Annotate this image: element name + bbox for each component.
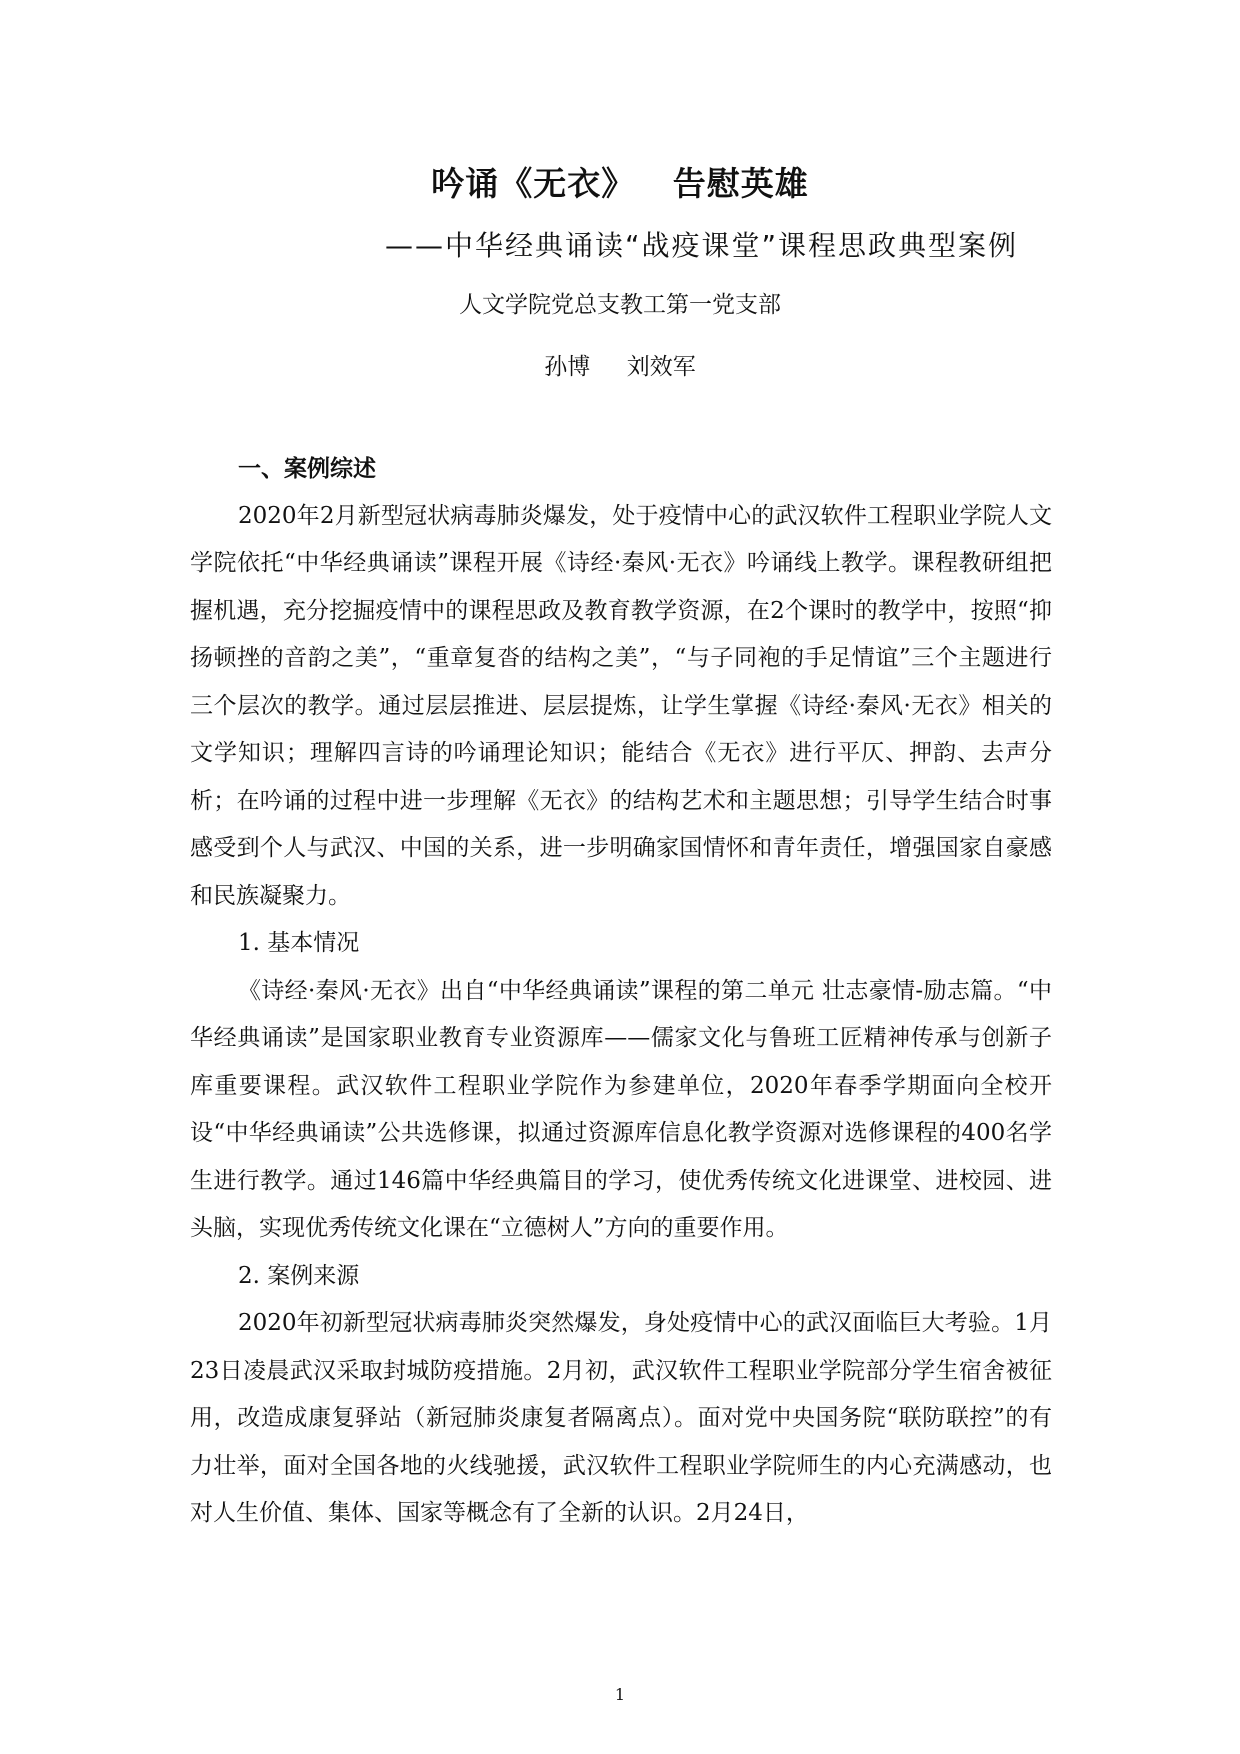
section-heading: 一、案例综述 [238, 455, 376, 482]
page-number: 1 [614, 1685, 626, 1704]
author-names: 孙博 刘效军 [544, 354, 696, 380]
document-subtitle: ——中华经典诵读“战疫课堂”课程思政典型案例 [385, 229, 1019, 262]
document-body [190, 445, 1052, 1538]
body-paragraph: 2020年初新型冠状病毒肺炎突然爆发，身处疫情中心的武汉面临巨大考验。1月23日凌晨武汉采取封城防疫措施。2月初，武汉软件工程职业学院部分学生宿舍被征用，改造成康复驿站（新冠肺炎康复者隔离点）。面对党中央国务院“联防联控”的有力壮举，面对全国各地的火线驰援，武汉软件工程职业学院师生的内心充满感动，也对人生价值、集体、国家等概念有了全新的认识。2月24日， [190, 1310, 1052, 1526]
subsection-heading: 2. 案例来源 [238, 1262, 360, 1289]
subsection-heading: 1. 基本情况 [238, 930, 360, 956]
body-paragraph: 《诗经·秦风·无衣》出自“中华经典诵读”课程的第二单元 壮志豪情-励志篇。“中华经典诵读”是国家职业教育专业资源库——儒家文化与鲁班工匠精神传承与创新子库重要课程。武汉软件工程职业学院作为参建单位，2020年春季学期面向全校开设“中华经典诵读”公共选修课，拟通过资源库信息化教学资源对选修课程的400名学生进行教学。通过146篇中华经典篇目的学习，使优秀传统文化进课堂、进校园、进头脑，实现优秀传统文化课在“立德树人”方向的重要作用。 [190, 977, 1052, 1241]
body-paragraph: 2020年2月新型冠状病毒肺炎爆发，处于疫情中心的武汉软件工程职业学院人文学院依托“中华经典诵读”课程开展《诗经·秦风·无衣》吟诵线上教学。课程教研组把握机遇，充分挖掘疫情中的课程思政及教育教学资源，在2个课时的教学中，按照“抑扬顿挫的音韵之美”，“重章复沓的结构之美”，“与子同袍的手足情谊”三个主题进行三个层次的教学。通过层层推进、层层提炼，让学生掌握《诗经·秦风·无衣》相关的文学知识；理解四言诗的吟诵理论知识；能结合《无衣》进行平仄、押韵、去声分析；在吟诵的过程中进一步理解《无衣》的结构艺术和主题思想；引导学生结合时事感受到个人与武汉、中国的关系，进一步明确家国情怀和青年责任，增强国家自豪感和民族凝聚力。 [190, 502, 1052, 909]
document-title: 吟诵《无衣》 告慰英雄 [431, 164, 809, 203]
author-organization: 人文学院党总支教工第一党支部 [459, 292, 781, 318]
